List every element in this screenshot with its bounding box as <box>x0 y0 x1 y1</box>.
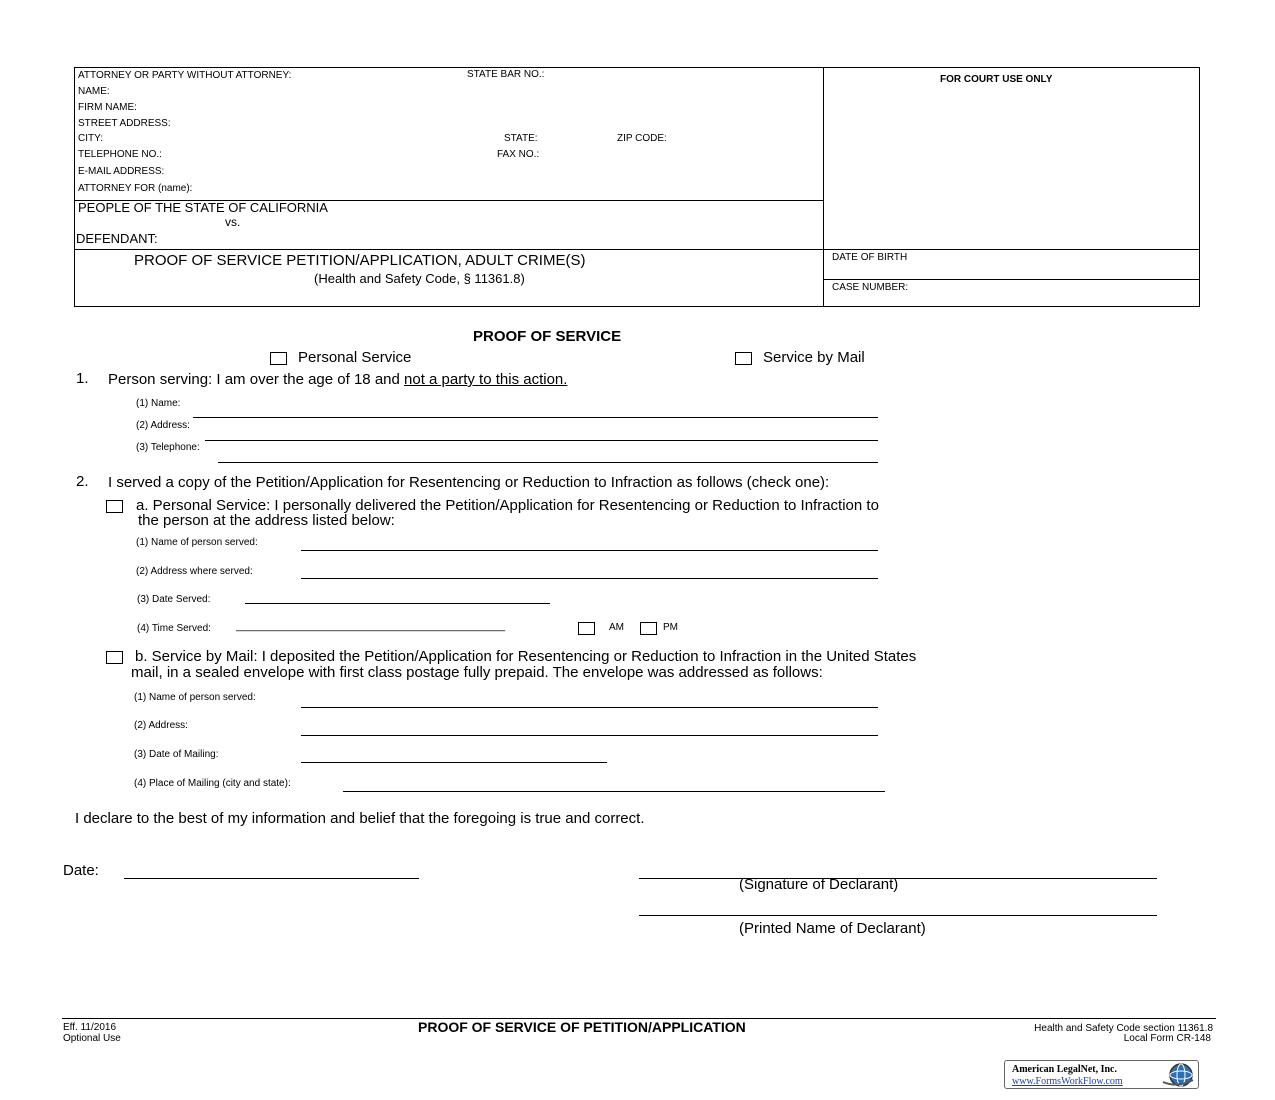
globe-icon <box>1159 1062 1195 1088</box>
personal-service-label: Personal Service <box>298 349 412 366</box>
item1-name-field[interactable] <box>193 417 878 418</box>
item2a-name-label: (1) Name of person served: <box>136 537 258 548</box>
item2a-address-label: (2) Address where served: <box>136 566 253 577</box>
pm-label: PM <box>663 622 678 633</box>
footer-optional: Optional Use <box>63 1033 121 1044</box>
item2-text: I served a copy of the Petition/Application for Resentencing or Reduction to Infraction as follows (check one): <box>108 474 830 491</box>
vs-caption: vs. <box>225 215 241 229</box>
item2b-address-label: (2) Address: <box>134 720 188 731</box>
logo-company: American LegalNet, Inc. <box>1012 1064 1117 1075</box>
name-label: NAME: <box>78 86 110 97</box>
footer-code: Health and Safety Code section 11361.8 <box>1034 1023 1213 1034</box>
people-caption: PEOPLE OF THE STATE OF CALIFORNIA <box>78 200 328 215</box>
court-use-label: FOR COURT USE ONLY <box>940 74 1053 85</box>
footer-eff: Eff. 11/2016 <box>63 1022 117 1033</box>
firm-label: FIRM NAME: <box>78 102 137 113</box>
section-title: PROOF OF SERVICE <box>473 328 622 345</box>
header-column-divider <box>823 67 824 306</box>
am-label: AM <box>609 622 624 633</box>
form-subtitle: (Health and Safety Code, § 11361.8) <box>314 271 525 286</box>
item1-text-start: Person serving: I am over the age of 18 and <box>108 371 405 388</box>
item2b-line1: b. Service by Mail: I deposited the Petition/Application for Resentencing or Reduction to Infraction in the United States <box>135 648 917 665</box>
form-title: PROOF OF SERVICE PETITION/APPLICATION, ADULT CRIME(S) <box>134 252 586 269</box>
attorney-label: ATTORNEY OR PARTY WITHOUT ATTORNEY: <box>78 70 292 81</box>
dob-divider <box>823 279 1199 280</box>
declaration-text: I declare to the best of my information and belief that the foregoing is true and correct. <box>75 810 645 827</box>
street-label: STREET ADDRESS: <box>78 118 171 129</box>
item2a-line2: the person at the address listed below: <box>138 512 395 529</box>
item2b-date-label: (3) Date of Mailing: <box>134 749 219 760</box>
item2a-address-field[interactable] <box>301 578 878 579</box>
personal-service-checkbox[interactable] <box>270 352 287 365</box>
date-label: Date: <box>63 862 99 879</box>
footer-local-form: Local Form CR-148 <box>1123 1033 1211 1044</box>
item1-address-label: (2) Address: <box>136 420 190 431</box>
fax-label: FAX NO.: <box>497 149 540 160</box>
printed-name-label: (Printed Name of Declarant) <box>739 920 926 937</box>
item1-address-field[interactable] <box>205 440 878 441</box>
logo-url[interactable]: www.FormsWorkFlow.com <box>1012 1076 1123 1087</box>
defendant-caption: DEFENDANT: <box>76 231 158 246</box>
item1-text-underlined: not a party to this action. <box>404 371 568 388</box>
item2b-place-field[interactable] <box>343 791 885 792</box>
item2b-line2: mail, in a sealed envelope with first class postage fully prepaid. The envelope was addressed as follows: <box>131 664 823 681</box>
service-by-mail-checkbox[interactable] <box>735 352 752 365</box>
city-label: CITY: <box>78 133 104 144</box>
item2a-date-field[interactable] <box>245 603 550 604</box>
date-field[interactable] <box>124 878 419 879</box>
item2-number: 2. <box>76 473 89 490</box>
item1-telephone-label: (3) Telephone: <box>136 442 200 453</box>
american-legalnet-logo[interactable] <box>1004 1060 1199 1089</box>
item2b-name-field[interactable] <box>301 707 878 708</box>
state-label: STATE: <box>504 133 538 144</box>
pm-checkbox[interactable] <box>640 622 657 635</box>
item2b-address-field[interactable] <box>301 735 878 736</box>
personal-service-option-checkbox[interactable] <box>106 500 123 513</box>
title-divider <box>74 249 1199 250</box>
email-label: E-MAIL ADDRESS: <box>78 166 165 177</box>
printed-name-field[interactable] <box>639 915 1157 916</box>
item2a-name-field[interactable] <box>301 550 878 551</box>
item1-text <box>108 371 567 388</box>
case-number-label: CASE NUMBER: <box>832 282 909 293</box>
zip-label: ZIP CODE: <box>617 133 667 144</box>
item2b-date-field[interactable] <box>301 762 607 763</box>
item1-name-label: (1) Name: <box>136 398 181 409</box>
dob-label: DATE OF BIRTH <box>832 252 908 263</box>
state-bar-label: STATE BAR NO.: <box>467 69 545 80</box>
telephone-label: TELEPHONE NO.: <box>78 149 162 160</box>
item2a-time-field[interactable]: ____________________________________________ <box>236 620 506 632</box>
header-frame <box>74 67 1200 307</box>
footer-title: PROOF OF SERVICE OF PETITION/APPLICATION <box>418 1019 746 1035</box>
service-by-mail-option-checkbox[interactable] <box>106 651 123 664</box>
signature-label: (Signature of Declarant) <box>739 876 899 893</box>
attorney-for-label: ATTORNEY FOR (name): <box>78 183 193 194</box>
item2a-time-label: (4) Time Served: <box>137 623 211 634</box>
item1-telephone-field[interactable] <box>218 462 878 463</box>
item2a-line1: a. Personal Service: I personally delivered the Petition/Application for Resentencing or Reduction to Infraction to <box>136 497 879 514</box>
item2b-name-label: (1) Name of person served: <box>134 692 256 703</box>
item2b-place-label: (4) Place of Mailing (city and state): <box>134 778 291 789</box>
item2a-date-label: (3) Date Served: <box>137 594 211 605</box>
item1-number: 1. <box>76 370 89 387</box>
service-by-mail-label: Service by Mail <box>763 349 865 366</box>
am-checkbox[interactable] <box>578 622 595 635</box>
